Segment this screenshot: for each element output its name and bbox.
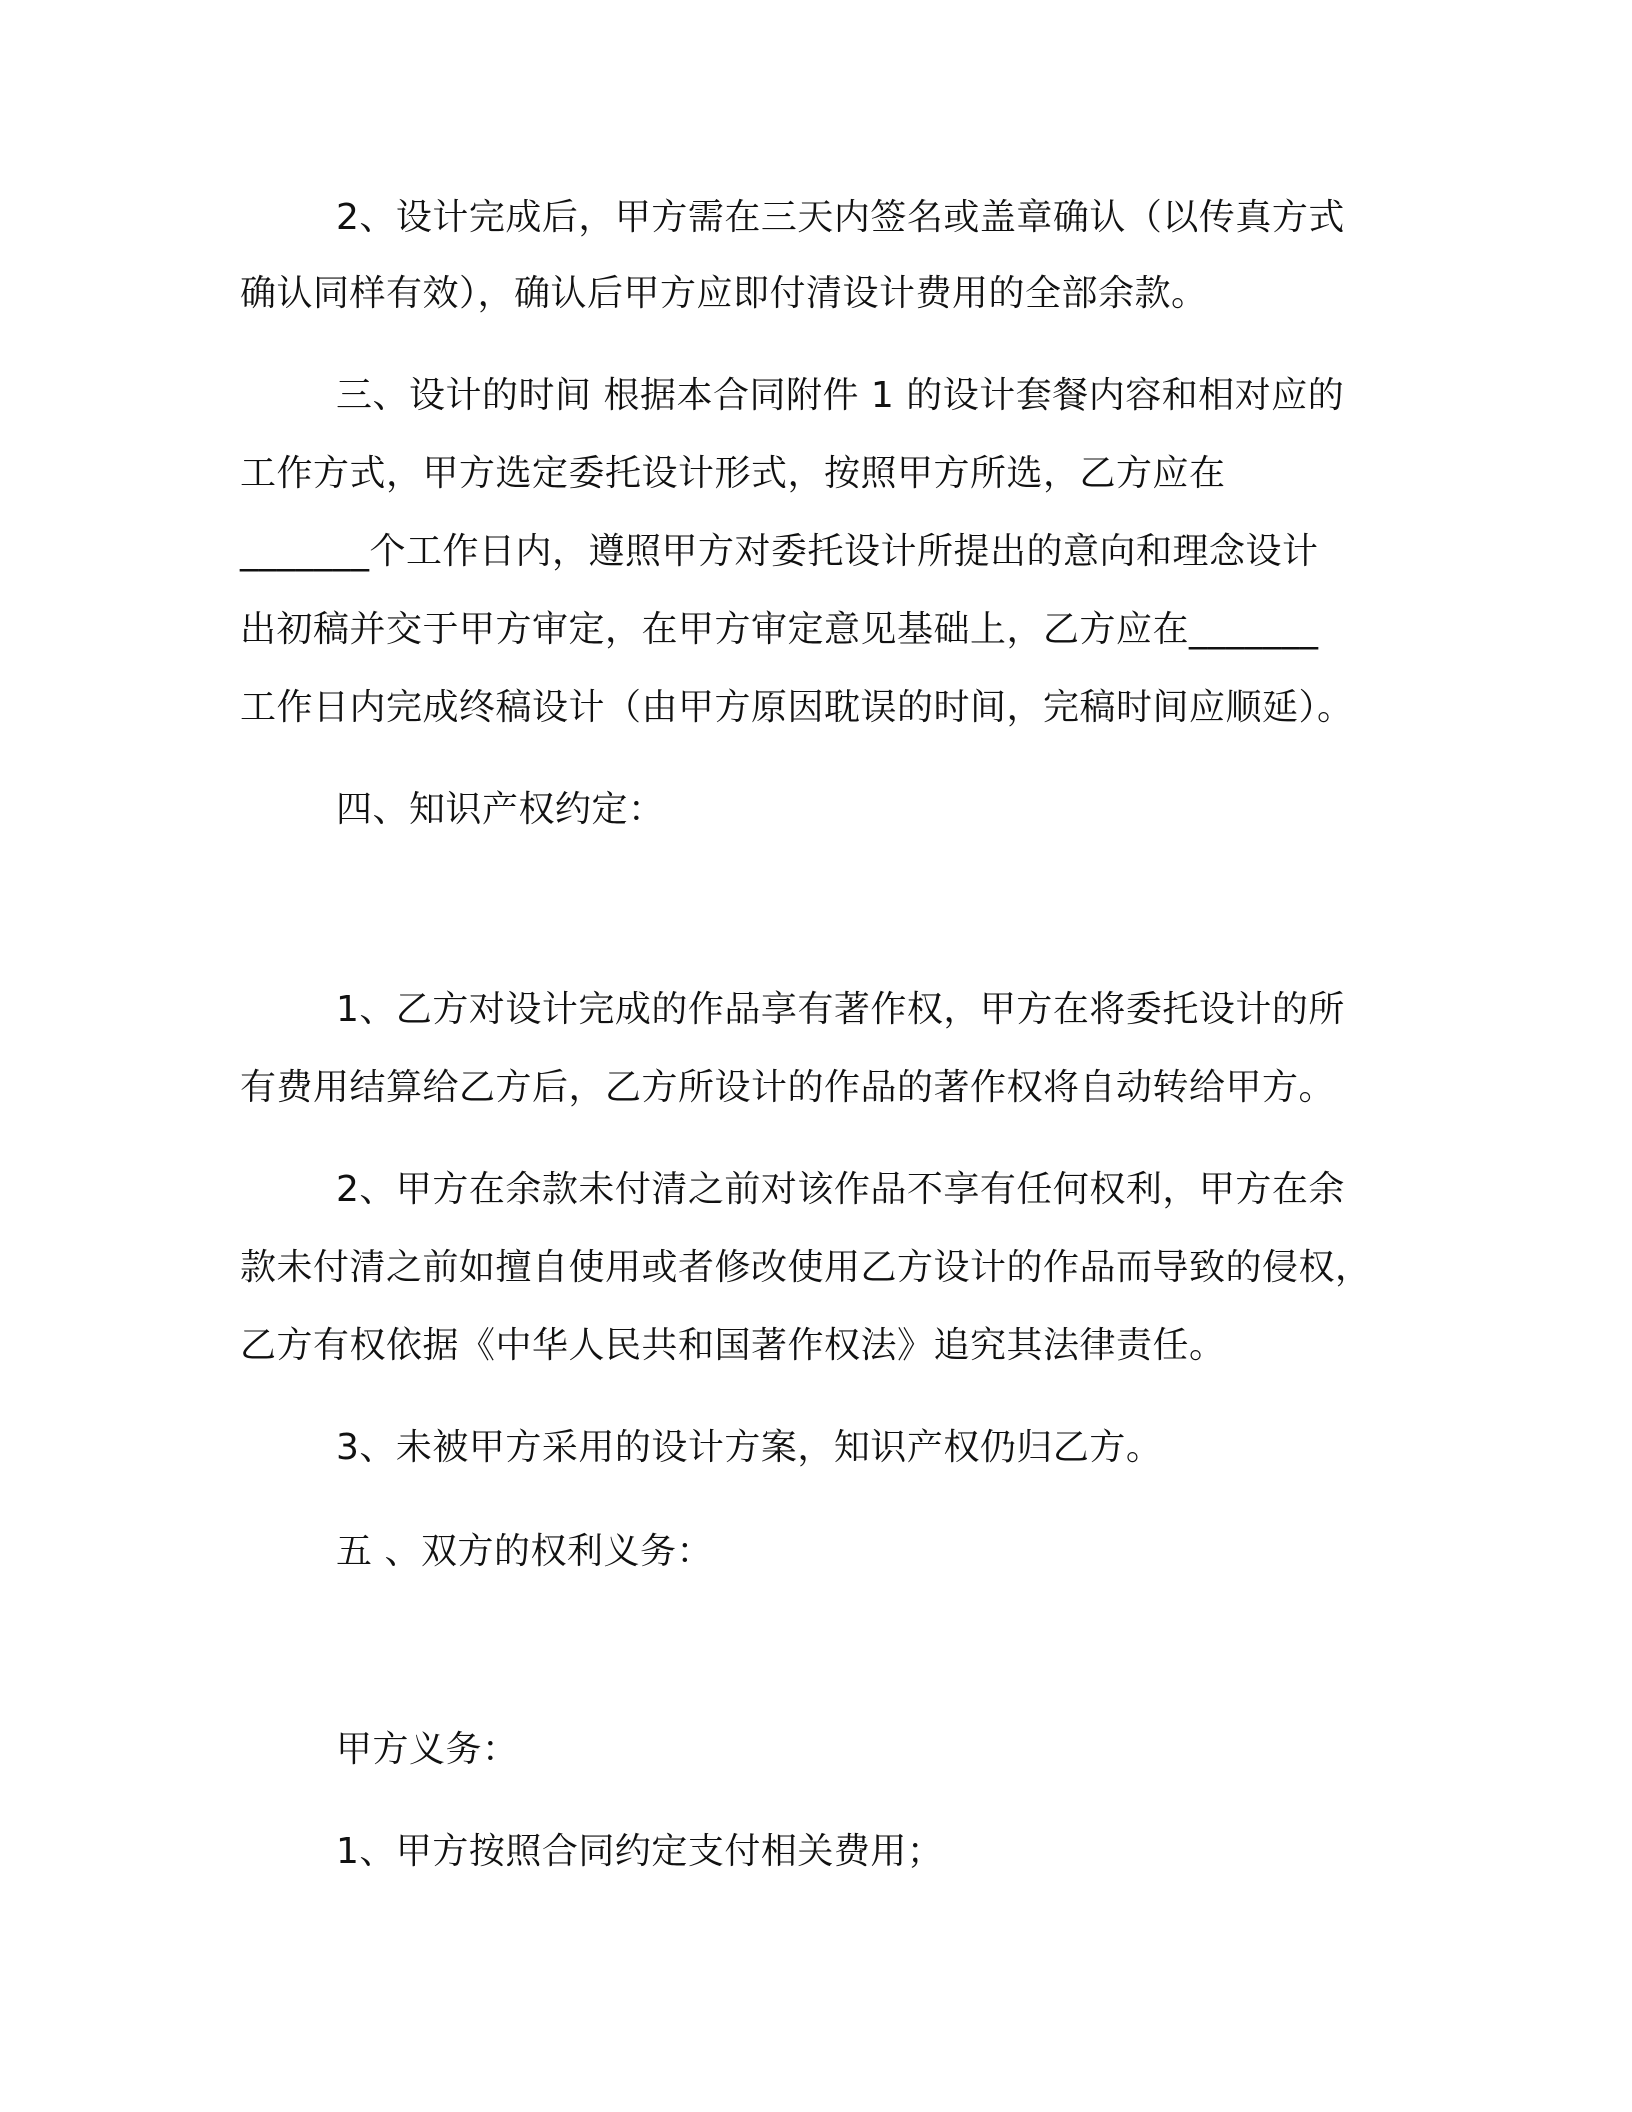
- paragraph-line: 2、甲方在余款未付清之前对该作品不享有任何权利，甲方在余: [336, 1169, 1345, 1210]
- paragraph-line: 1、乙方对设计完成的作品享有著作权，甲方在将委托设计的所: [336, 989, 1345, 1030]
- paragraph-line: 1、甲方按照合同约定支付相关费用；: [336, 1831, 944, 1872]
- paragraph-line: 出初稿并交于甲方审定，在甲方审定意见基础上，乙方应在_______: [240, 609, 1319, 650]
- paragraph-line: 工作方式，甲方选定委托设计形式，按照甲方所选，乙方应在: [240, 453, 1226, 494]
- paragraph-line: 2、设计完成后，甲方需在三天内签名或盖章确认（以传真方式: [336, 197, 1345, 238]
- paragraph-line: 款未付清之前如擅自使用或者修改使用乙方设计的作品而导致的侵权，: [240, 1247, 1372, 1288]
- section-heading: 四、知识产权约定：: [336, 789, 665, 830]
- subheading: 甲方义务：: [336, 1729, 519, 1770]
- section-heading: 五 、双方的权利义务：: [336, 1531, 713, 1572]
- paragraph-line: 确认同样有效），确认后甲方应即付清设计费用的全部余款。: [240, 273, 1208, 314]
- section-heading-line: 三、设计的时间 根据本合同附件 1 的设计套餐内容和相对应的: [336, 375, 1345, 416]
- paragraph-line: 有费用结算给乙方后，乙方所设计的作品的著作权将自动转给甲方。: [240, 1067, 1336, 1108]
- paragraph-line: 工作日内完成终稿设计（由甲方原因耽误的时间，完稿时间应顺延）。: [240, 687, 1354, 728]
- paragraph-line: _______个工作日内，遵照甲方对委托设计所提出的意向和理念设计: [240, 531, 1319, 572]
- paragraph-line: 乙方有权依据《中华人民共和国著作权法》追究其法律责任。: [240, 1325, 1226, 1366]
- paragraph-line: 3、未被甲方采用的设计方案，知识产权仍归乙方。: [336, 1427, 1163, 1468]
